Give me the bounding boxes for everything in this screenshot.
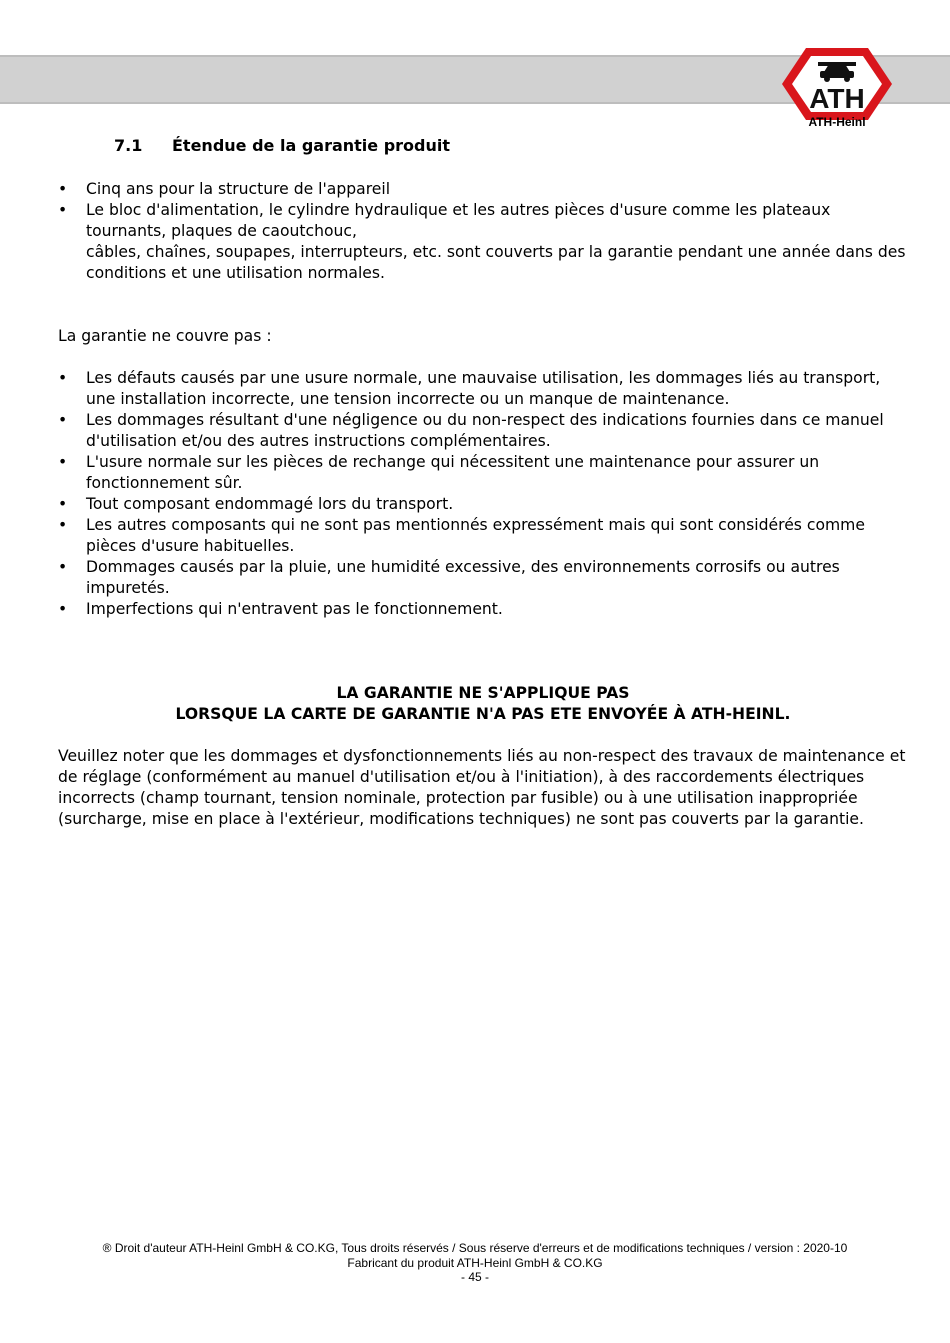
exclusion-item: • Dommages causés par la pluie, une humidité excessive, des environnements corrosifs ou autres impuretés. <box>58 557 908 599</box>
exclusion-item: • Les défauts causés par une usure normale, une mauvaise utilisation, les dommages liés au transport, une installation incorrecte, une tension incorrecte ou un manque de maintenance. <box>58 368 908 410</box>
section-title: Étendue de la garantie produit <box>172 136 451 155</box>
exclusion-list <box>58 368 908 620</box>
exclusion-item: • L'usure normale sur les pièces de rechange qui nécessitent une maintenance pour assurer un fonctionnement sûr. <box>58 452 908 494</box>
notice-line-1: LA GARANTIE NE S'APPLIQUE PAS <box>336 684 630 702</box>
coverage-item: • Cinq ans pour la structure de l'appareil <box>58 179 908 200</box>
warranty-notice <box>58 683 908 725</box>
footer-copyright: ® Droit d'auteur ATH-Heinl GmbH & CO.KG, Tous droits réservés / Sous réserve d'erreurs et de modifications techniques / version : 2020-10 <box>102 1241 848 1255</box>
logo-text: ATH-Heinl <box>808 115 866 129</box>
exclusion-item: • Les dommages résultant d'une négligence ou du non-respect des indications fournies dans ce manuel d'utilisation et/ou des autres instructions complémentaires. <box>58 410 908 452</box>
page-footer <box>0 1241 950 1285</box>
footer-manufacturer: Fabricant du produit ATH-Heinl GmbH & CO.KG <box>347 1255 603 1270</box>
notice-line-2: LORSQUE LA CARTE DE GARANTIE N'A PAS ETE ENVOYÉE À ATH-HEINL. <box>175 705 791 723</box>
exclusions-intro: La garantie ne couvre pas : <box>58 327 272 345</box>
exclusion-item: • Tout composant endommagé lors du transport. <box>58 494 908 515</box>
coverage-item-continuation: câbles, chaînes, soupapes, interrupteurs, etc. sont couverts par la garantie pendant une année dans des conditions et une utilisation normales. <box>86 243 906 282</box>
exclusion-item: • Imperfections qui n'entravent pas le fonctionnement. <box>58 599 908 620</box>
section-number: 7.1 <box>114 136 143 155</box>
coverage-item-text: Le bloc d'alimentation, le cylindre hydraulique et les autres pièces d'usure comme les plateaux tournants, plaques de caoutchouc, <box>86 201 831 240</box>
coverage-list <box>58 179 908 284</box>
section-heading <box>114 136 450 155</box>
coverage-item <box>58 200 908 284</box>
page-number: - 45 - <box>460 1270 489 1284</box>
exclusion-item: • Les autres composants qui ne sont pas mentionnés expressément mais qui sont considérés comme pièces d'usure habituelles. <box>58 515 908 557</box>
closing-paragraph: Veuillez noter que les dommages et dysfonctionnements liés au non-respect des travaux de maintenance et de réglage (conformément au manuel d'utilisation et/ou à l'initiation), à des raccordements électriques incorrects (champ tournant, tension nominale, protection par fusible) ou à une utilisation inappropriée (surcharge, mise en place à l'extérieur, modifications techniques) ne sont pas couverts par la garantie. <box>58 747 906 828</box>
page-content <box>58 179 908 830</box>
svg-text:ATH: ATH <box>809 83 865 114</box>
